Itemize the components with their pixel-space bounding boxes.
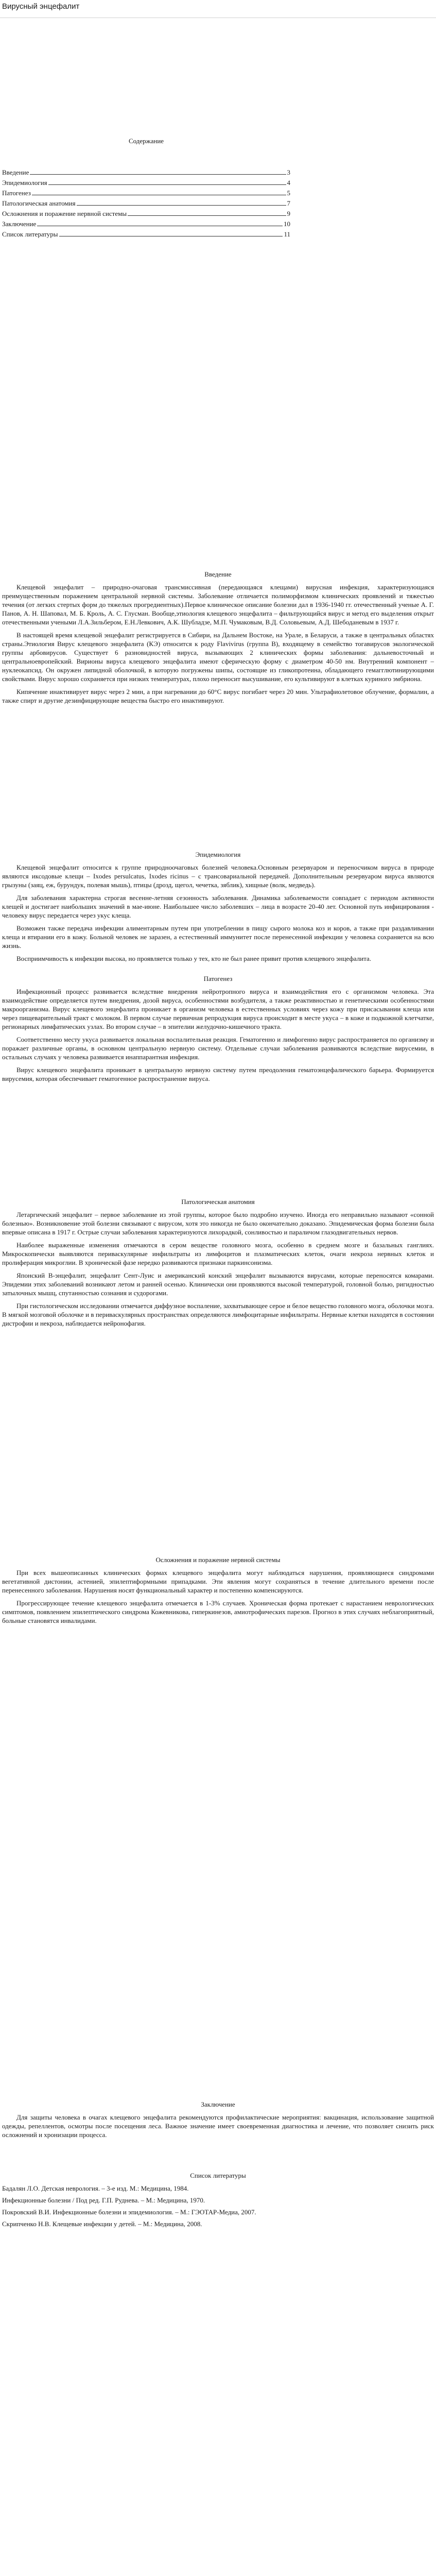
section-heading: Патологическая анатомия [181,1198,255,1206]
section-complications [2,1555,434,1625]
paragraph: Кипячение инактивирует вирус через 2 мин, а при нагревании до 60°С вирус погибает через 20 мин. Ультрафиолетовое облучение, формалин, а также спирт и другие дезинфицирующие вещества быстро его инактивируют. [2,688,434,704]
document-title: Вирусный энцефалит [2,2,80,11]
paragraph: В настоящей время клещевой энцефалит регистрируется в Сибири, на Дальнем Востоке, на Урале, в Беларуси, а также в центральных областях страны.Этиология Вирус клещевого энцефалита (КЭ) относится к роду Flavivirus (группа В), входящему в семейство тогавирусов экологической группы арбовирусов. Существует 6 разновидностей вируса, вызывающих 2 клинических формы заболевания: дальневосточный и центральноевропейский. Вирионы вируса клещевого энцефалита имеют сферическую форму с диаметром 40-50 нм. Внутренний компонент – нуклеокапсид. Он окружен липидной оболочкой, в которую погружены шипы, состоящие из гликопротеина, обладающего гемагглютинирующими свойствами. Вирус хорошо сохраняется при низких температурах, плохо переносит высушивание, его культивируют в клетках куриного эмбриона. [2,631,434,683]
toc-entry-label: Введение [2,168,29,176]
toc-entry-label: Осложнения и поражение нервной системы [2,210,127,217]
paragraph: При всех вышеописанных клинических формах клещевого энцефалита могут наблюдаться нарушения, проявляющиеся синдромами вегетативной дистонии, астенией, эпилептиформными припадками. Эти явления могут сохраняться в течение длительного времени после перенесенного заболевания. Нарушения носят функциональный характер и постепенно компенсируются. [2,1569,434,1594]
section-heading: Заключение [201,2100,235,2108]
paragraph: При гистологическом исследовании отмечается диффузное воспаление, захватывающее серое и белое вещество головного мозга, оболочки мозга. В мягкой мозговой оболочке и в периваскулярных пространствах определяются лимфоцитарные инфильтраты. Нервные клетки находятся в состоянии дистрофии и некроза, наблюдается нейронофагия. [2,1302,434,1327]
toc-entry-page: 3 [287,168,290,176]
toc-entry[interactable] [2,219,290,230]
section-spacer [2,2150,434,2171]
section-pathological-anatomy [2,1197,434,1328]
toc-entry-page: 9 [287,210,290,217]
page-break-spacer [2,1636,434,2100]
reference-item: Бадалян Л.О. Детская неврология. – 3-е изд. М.: Медицина, 1984. [2,2184,189,2192]
paragraph: Восприимчивость к инфекции высока, но проявляется только у тех, кто не был ранее привит против клещевого энцефалита. [16,955,372,962]
section-heading: Эпидемиология [195,851,241,858]
toc-entry-label: Патологическая анатомия [2,199,76,207]
document-title-bar [0,0,436,18]
page-break-spacer [2,1094,434,1197]
section-epidemiology [2,850,434,963]
toc-leader-line [48,184,286,185]
toc-entry-label: Заключение [2,220,37,228]
page-break-spacer [2,716,434,850]
toc-entry-page: 11 [284,230,290,238]
toc-entry[interactable] [2,178,290,189]
toc-entry-page: 7 [287,199,290,207]
page-break-spacer [2,1339,434,1555]
reference-item: Покровский В.И. Инфекционные болезни и эпидемиология. – М.: ГЭОТАР-Медиа, 2007. [2,2208,256,2216]
toc-entry-page: 10 [284,220,290,228]
table-of-contents [2,137,290,240]
toc-leader-line [77,205,286,206]
toc-entry-label: Эпидемиология [2,179,47,187]
toc-entry-page: 5 [287,189,290,197]
paragraph: Наиболее выраженные изменения отмечаются в сером веществе головного мозга, особенно в среднем мозге и базальных ганглиях. Микроскопически выявляются периваскулярные инфильтраты из лимфоцитов и плазматических клеток, очаги некроза нервных клеток и пролиферация микроглии. В хронической фазе нередко развиваются признаки паркинсонизма. [2,1241,434,1266]
section-references [2,2171,434,2228]
toc-entry-label: Список литературы [2,230,58,238]
toc-heading: Содержание [128,137,164,145]
paragraph: Клещевой энцефалит – природно-очаговая трансмиссивная (передающаяся клещами) вирусная инфекция, характеризующаяся преимущественным поражением центральной нервной системы. Заболевание отличается полиморфизмом клинических проявлений и тяжестью течения (от легких стертых форм до тяжелых прогредиентных).Первое клиническое описание болезни дал в 1936-1940 гг. отечественный ученые А. Г. Панов, А. Н. Шаповал, М. Б. Кроль, А. С. Глусман. Вообще,этиология клещевого энцефалита – фильтрующийся вирус и метод его выделения открыт отечественными учеными Л.А.Зильбером, Е.Н.Левкович, А.К. Шубладзе, М.П. Чумаковым, В.Д. Соловьевым, А.Д. Шебоданевым в 1937 г. [2,583,434,626]
toc-entry[interactable] [2,168,290,178]
top-spacer [2,18,434,137]
paragraph: Инфекционный процесс развивается вследствие внедрения нейротропного вируса и взаимодействия его с организмом человека. Эта взаимодействие определяется путем внедрения, дозой вируса, особенностями возбудителя, а также реактивностью и генетическими особенностями макроорганизма. Вирус клещевого энцефалита проникает в организм человека в естественных условиях через кожу при присасывании клеща или через пищеварительный тракт с молоком. В первом случае первичная репродукция вируса происходит в месте укуса – в коже и подкожной клетчатке, регионарных лимфатических узлах. Во втором случае – в эпителии желудочно-кишечного тракта. [2,988,434,1030]
section-heading: Список литературы [190,2172,246,2179]
paragraph: Для заболевания характерна строгая весенне-летняя сезонность заболевания. Динамика заболеваемости совпадает с периодом активности клещей и достигает наибольших значений в мае-июне. Наибольшее число заболевших – лица в возрасте 20-40 лет. Основной путь инфицирования - человеку вирус передается через укус клеща. [2,894,434,919]
paragraph: Прогрессирующее течение клещевого энцефалита отмечается в 1-3% случаев. Хроническая форма протекает с нарастанием неврологических симптомов, появлением эпилептического синдрома Кожевникова, гиперкинезов, амиотрофических парезов. Прогноз в этих случаях неблагоприятный, больные становятся инвалидами. [2,1599,434,1624]
section-pathogenesis [2,974,434,1083]
paragraph: Японский В-энцефалит, энцефалит Сент-Луис и американский конский энцефалит вызываются вирусами, которые переносятся комарами. Эпидемии этих заболеваний возникают летом и ранней осенью. Клинически они проявляются высокой температурой, головной болью, ригидностью затылочных мышц, спутанностью сознания и судорогами. [2,1272,434,1297]
section-heading: Введение [204,570,232,578]
toc-leader-line [30,174,286,175]
section-heading: Патогенез [203,975,233,982]
paragraph: Клещевой энцефалит относится к группе природноочаговых болезней человека.Основным резервуаром и переносчиком вируса в природе являются иксодовые клещи – Ixodes persulcatus, Ixodes ricinus – с трансовариальной передачей. Дополнительным резервуаром вируса являются грызуны (заяц, еж, бурундук, полевая мышь), птицы (дрозд, щегол, чечетка, зяблик), хищные (волк, медведь). [2,863,434,889]
toc-entry[interactable] [2,199,290,209]
reference-item: Инфекционные болезни / Под ред. Г.П. Руднева. – М.: Медицина, 1970. [2,2196,205,2204]
toc-list [2,168,290,240]
paragraph: Вирус клещевого энцефалита проникает в центральную нервную систему путем преодоления гематоэнцефалического барьера. Формируется вирусемия, которая обеспечивает гематогенное распространение вируса. [2,1066,434,1082]
section-heading: Осложнения и поражение нервной системы [155,1556,281,1564]
paragraph: Летаргический энцефалит – первое заболевание из этой группы, которое было подробно изучено. Иногда его неправильно называют «сонной болезнью». Возникновение этой болезни связывают с вирусом, хотя это никогда не было окончательно доказано. Эпидемическая форма болезни была впервые описана в 1917 г. Острые случаи заболевания характеризуются лихорадкой, сонливостью и параличом глазодвигательных нервов. [2,1211,434,1236]
toc-entry[interactable] [2,230,290,240]
toc-leader-line [128,215,286,216]
toc-entry[interactable] [2,189,290,199]
paragraph: Соответственно месту укуса развивается локальная воспалительная реакция. Гематогенно и лимфогенно вирус распространяется по организму и поражает различные органы, в основном центральную нервную систему. Отдельные случаи заболевания развиваются вследствие вирусемии, в остальных случаях у человека развивается инаппарантная инфекция. [2,1036,434,1061]
reference-item: Скрипченко Н.В. Клещевые инфекции у детей. – М.: Медицина, 2008. [2,2220,202,2228]
toc-entry-page: 4 [287,179,290,187]
paragraph: Для защиты человека в очагах клещевого энцефалита рекомендуются профилактические мероприятия: вакцинация, использование защитной одежды, репеллентов, осмотры после посещения леса. Важное значение имеет своевременная диагностика и лечение, что позволяет снизить риск осложнений и хронизации процесса. [2,2113,434,2139]
section-introduction [2,570,434,705]
toc-entry[interactable] [2,209,290,219]
toc-page-spacer [2,240,434,570]
paragraph: Возможен также передача инфекции алиментарным путем при употреблении в пищу сырого молока коз и коров, а также при раздавливании клеща и втирании его в кожу. Больной человек не заразен, а естественный иммунитет после перенесенной инфекции у человека сохраняется на всю жизнь. [2,924,434,950]
reference-list [2,2184,434,2228]
toc-entry-label: Патогенез [2,189,31,197]
section-conclusion [2,2100,434,2139]
